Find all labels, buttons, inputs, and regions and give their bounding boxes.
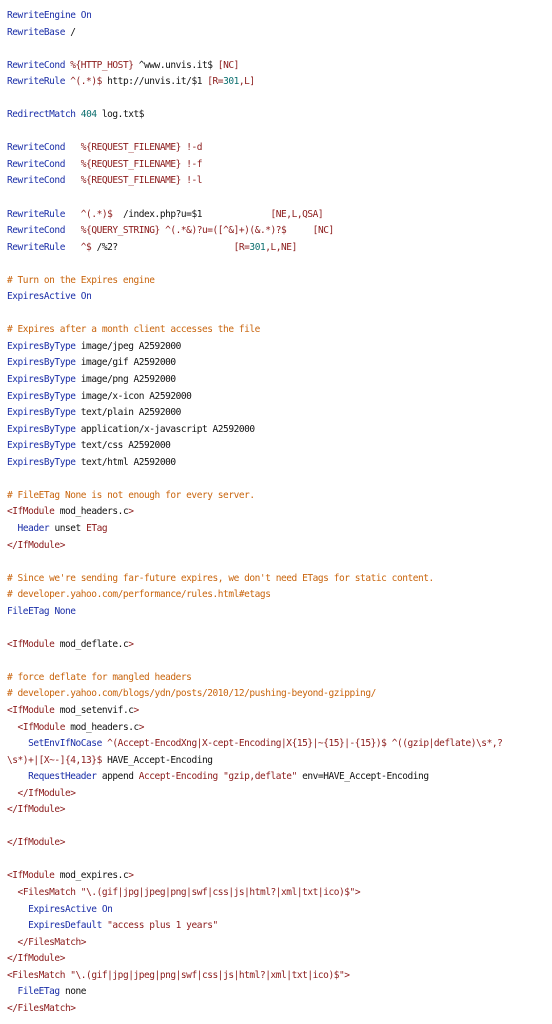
comment-token: # developer.yahoo.com/blogs/ydn/posts/2010/12/pushing-beyond-gzipping/ xyxy=(7,688,376,700)
text-token: http://unvis.it/$1 xyxy=(101,76,208,88)
tag-token: </FilesMatch> xyxy=(17,936,87,948)
code-line xyxy=(7,273,548,290)
number-token: 404 xyxy=(80,109,97,121)
tag-token: > xyxy=(128,638,134,650)
tag-token: ^(.*)$ xyxy=(80,208,113,220)
blank-line xyxy=(7,190,548,207)
text-token xyxy=(7,788,18,799)
tag-token: [R= xyxy=(233,241,250,253)
blank-line xyxy=(7,41,548,58)
number-token: 301 xyxy=(249,241,266,253)
tag-token: !-l xyxy=(186,175,202,187)
code-line xyxy=(7,769,548,786)
tag-token: Accept-Encoding xyxy=(138,771,218,783)
tag-token: > xyxy=(128,870,134,882)
code-line xyxy=(7,902,548,919)
text-token xyxy=(7,904,28,915)
directive-token: RewriteCond xyxy=(7,142,65,154)
code-line xyxy=(7,389,548,406)
code-line xyxy=(7,8,548,25)
code-line xyxy=(7,207,548,224)
code-line xyxy=(7,289,548,306)
tag-token: %{REQUEST_FILENAME} xyxy=(80,142,181,154)
code-line xyxy=(7,703,548,720)
code-line xyxy=(7,868,548,885)
text-token: image/jpeg A2592000 xyxy=(75,340,181,352)
code-line xyxy=(7,753,548,770)
code-line xyxy=(7,355,548,372)
text-token: append xyxy=(96,771,139,783)
directive-token: On xyxy=(101,903,113,915)
code-line xyxy=(7,455,548,472)
text-token: text/plain A2592000 xyxy=(75,407,181,419)
directive-token: RewriteCond xyxy=(7,158,65,170)
code-line xyxy=(7,604,548,621)
tag-token: ,L,NE] xyxy=(265,241,297,253)
blank-line xyxy=(7,653,548,670)
code-line xyxy=(7,405,548,422)
text-token xyxy=(65,209,81,220)
directive-token: ExpiresByType xyxy=(7,440,76,452)
tag-token: <IfModule xyxy=(7,506,55,518)
tag-token: "\.(gif|jpg|jpeg|png|swf|css|js|html?|xml|txt|ico)$" xyxy=(80,886,355,898)
text-token: HAVE_Accept-Encoding xyxy=(101,754,213,766)
blank-line xyxy=(7,256,548,273)
tag-token: %{QUERY_STRING} xyxy=(80,225,160,237)
directive-token: ExpiresByType xyxy=(7,374,76,386)
directive-token: ExpiresByType xyxy=(7,357,76,369)
text-token: unset xyxy=(49,522,87,534)
tag-token: [NC] xyxy=(312,225,334,237)
tag-token: > xyxy=(354,886,361,898)
blank-line xyxy=(7,124,548,141)
comment-token: # Since we're sending far-future expires, we don't need ETags for static content. xyxy=(7,572,434,584)
blank-line xyxy=(7,471,548,488)
code-line xyxy=(7,835,548,852)
code-line xyxy=(7,918,548,935)
code-line xyxy=(7,74,548,91)
text-token xyxy=(7,937,18,948)
directive-token: FileETag xyxy=(17,986,60,998)
tag-token: "access plus 1 years" xyxy=(107,920,218,932)
tag-token: ^(Accept-EncodXng|X-cept-Encoding|X{15}|~{15}|-{15})$ xyxy=(107,738,387,750)
code-line xyxy=(7,637,548,654)
blank-line xyxy=(7,306,548,323)
code-line xyxy=(7,107,548,124)
comment-token: # force deflate for mangled headers xyxy=(7,671,192,683)
tag-token: !-f xyxy=(186,158,202,170)
code-line xyxy=(7,157,548,174)
directive-token: RewriteRule xyxy=(7,208,65,220)
blank-line xyxy=(7,852,548,869)
tag-token: </FilesMatch> xyxy=(7,1002,76,1014)
tag-token: </IfModule> xyxy=(17,787,76,799)
tag-token: %{HTTP_HOST} xyxy=(70,59,134,71)
text-token xyxy=(7,986,18,997)
tag-token: </IfModule> xyxy=(7,837,65,849)
tag-token: ETag xyxy=(86,522,108,534)
text-token: application/x-javascript A2592000 xyxy=(75,423,255,435)
tag-token: %{REQUEST_FILENAME} xyxy=(80,175,181,187)
text-token: / xyxy=(64,26,76,38)
text-token: ^www.unvis.it$ xyxy=(133,59,218,71)
code-line xyxy=(7,786,548,803)
code-line xyxy=(7,670,548,687)
directive-token: ExpiresByType xyxy=(7,390,76,402)
tag-token: [NC] xyxy=(217,59,239,71)
text-token: text/html A2592000 xyxy=(75,456,176,468)
text-token: /%2? xyxy=(91,241,234,253)
code-line xyxy=(7,488,548,505)
code-line xyxy=(7,25,548,42)
tag-token: > xyxy=(128,506,134,518)
tag-token: <IfModule xyxy=(17,721,65,733)
tag-token: </IfModule> xyxy=(7,953,65,965)
comment-token: # developer.yahoo.com/performance/rules.html#etags xyxy=(7,589,271,601)
directive-token: ExpiresByType xyxy=(7,407,76,419)
directive-token: RedirectMatch xyxy=(7,109,76,121)
text-token: /index.php?u=$1 xyxy=(112,208,271,220)
text-token: image/gif A2592000 xyxy=(75,357,176,369)
code-line xyxy=(7,173,548,190)
text-token: mod_expires.c xyxy=(54,870,129,882)
comment-token: # FileETag None is not enough for every server. xyxy=(7,489,255,501)
directive-token: RewriteCond xyxy=(7,59,65,71)
text-token xyxy=(65,175,81,186)
blank-line xyxy=(7,620,548,637)
tag-token: "gzip,deflate" xyxy=(223,771,297,783)
code-line xyxy=(7,58,548,75)
text-token: mod_headers.c xyxy=(54,506,129,518)
text-token: log.txt$ xyxy=(96,109,145,121)
directive-token: ExpiresByType xyxy=(7,340,76,352)
code-line xyxy=(7,720,548,737)
code-line xyxy=(7,968,548,985)
code-line xyxy=(7,140,548,157)
code-line xyxy=(7,571,548,588)
directive-token: RewriteRule xyxy=(7,241,65,253)
code-line xyxy=(7,422,548,439)
code-line xyxy=(7,438,548,455)
text-token xyxy=(65,242,81,253)
comment-token: # Turn on the Expires engine xyxy=(7,274,155,286)
text-token: none xyxy=(59,986,87,998)
directive-token: Header xyxy=(17,522,50,534)
tag-token: > xyxy=(133,704,139,716)
text-token xyxy=(7,523,18,534)
code-line xyxy=(7,802,548,819)
code-line xyxy=(7,736,548,753)
tag-token: \s*)+|[X~-]{4,13}$ xyxy=(7,754,102,766)
tag-token: !-d xyxy=(186,142,202,154)
code-line xyxy=(7,984,548,1001)
tag-token: </IfModule> xyxy=(7,804,65,816)
tag-token: <IfModule xyxy=(7,638,55,650)
text-token: image/png A2592000 xyxy=(75,374,176,386)
htaccess-code-listing xyxy=(7,8,548,1017)
text-token: text/css A2592000 xyxy=(75,440,171,452)
directive-token: On xyxy=(80,10,92,21)
tag-token: <IfModule xyxy=(7,870,55,882)
tag-token: ^(.*&)?u=([^&]+)(&.*)?$ xyxy=(165,225,287,237)
text-token xyxy=(7,722,18,733)
tag-token: <FilesMatch xyxy=(17,886,76,898)
directive-token: ExpiresByType xyxy=(7,456,76,468)
text-token xyxy=(7,738,28,749)
text-token xyxy=(7,920,28,931)
code-line xyxy=(7,372,548,389)
code-line xyxy=(7,885,548,902)
text-token xyxy=(65,159,81,170)
text-token: mod_headers.c xyxy=(64,721,139,733)
text-token: env=HAVE_Accept-Encoding xyxy=(296,771,429,783)
tag-token: <IfModule xyxy=(7,704,55,716)
code-line xyxy=(7,538,548,555)
text-token xyxy=(7,771,28,782)
comment-token: # Expires after a month client accesses the file xyxy=(7,324,260,336)
directive-token: ExpiresDefault xyxy=(28,920,102,932)
code-line xyxy=(7,686,548,703)
directive-token: RewriteCond xyxy=(7,175,65,187)
blank-line xyxy=(7,819,548,836)
tag-token: ^((gzip|deflate)\s*,? xyxy=(391,738,503,750)
text-token xyxy=(65,225,81,236)
tag-token: "\.(gif|jpg|jpeg|png|swf|css|js|html?|xml|txt|ico)$" xyxy=(70,969,345,981)
directive-token: RewriteBase xyxy=(7,26,65,38)
text-token xyxy=(7,887,18,898)
directive-token: On xyxy=(80,291,92,303)
tag-token: [NE,L,QSA] xyxy=(270,208,324,220)
blank-line xyxy=(7,91,548,108)
code-line xyxy=(7,1001,548,1018)
tag-token: ,L] xyxy=(238,76,255,88)
text-token: image/x-icon A2592000 xyxy=(75,390,192,402)
directive-token: RewriteCond xyxy=(7,225,65,237)
tag-token: <FilesMatch xyxy=(7,969,65,981)
directive-token: RewriteEngine xyxy=(7,10,76,21)
code-line xyxy=(7,935,548,952)
blank-line xyxy=(7,554,548,571)
directive-token: RequestHeader xyxy=(28,771,97,783)
code-line xyxy=(7,339,548,356)
code-line xyxy=(7,240,548,257)
tag-token: [R= xyxy=(207,76,224,88)
text-token xyxy=(286,225,312,236)
directive-token: SetEnvIfNoCase xyxy=(28,738,102,750)
code-line xyxy=(7,322,548,339)
directive-token: None xyxy=(54,605,76,617)
tag-token: </IfModule> xyxy=(7,539,65,551)
text-token: mod_deflate.c xyxy=(54,638,129,650)
text-token: mod_setenvif.c xyxy=(54,704,134,716)
code-line xyxy=(7,223,548,240)
code-line xyxy=(7,951,548,968)
directive-token: ExpiresByType xyxy=(7,423,76,435)
tag-token: ^$ xyxy=(80,241,92,253)
code-line xyxy=(7,504,548,521)
text-token xyxy=(65,142,81,153)
code-line xyxy=(7,587,548,604)
directive-token: ExpiresActive xyxy=(28,903,97,915)
number-token: 301 xyxy=(223,76,239,88)
tag-token: ^(.*)$ xyxy=(70,76,102,88)
tag-token: > xyxy=(344,969,350,981)
code-line xyxy=(7,521,548,538)
directive-token: ExpiresActive xyxy=(7,291,76,303)
directive-token: FileETag xyxy=(7,605,50,617)
tag-token: %{REQUEST_FILENAME} xyxy=(80,158,181,170)
tag-token: > xyxy=(138,721,145,733)
directive-token: RewriteRule xyxy=(7,76,65,88)
